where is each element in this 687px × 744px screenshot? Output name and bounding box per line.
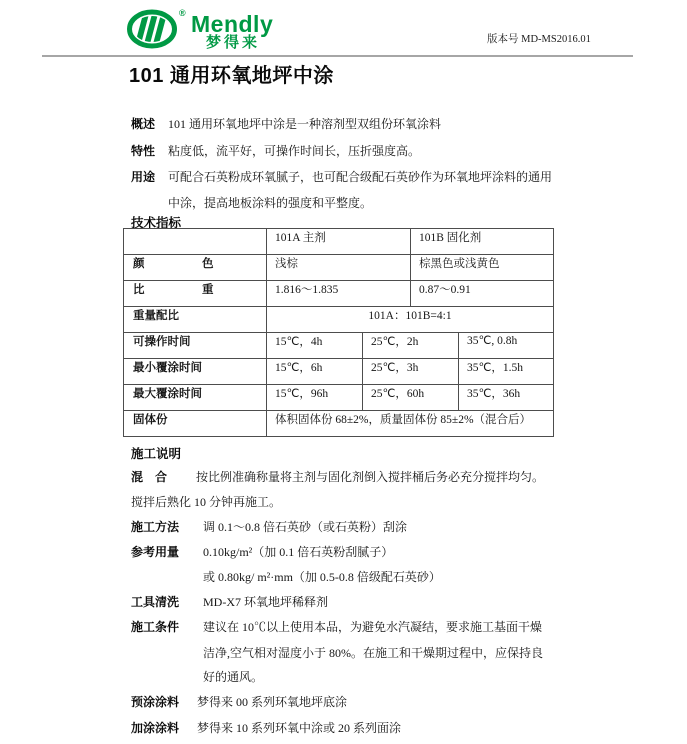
usage-line-2 <box>0 194 687 210</box>
topcoat-text: 梦得来 10 系列环氧中涂或 20 系列面涂 <box>197 721 402 735</box>
dosage-line-1 <box>0 543 687 559</box>
table-row-solids <box>124 411 554 437</box>
row-label: 比 重 <box>124 281 267 307</box>
cell-value: 浅棕 <box>267 255 411 281</box>
mixing-line-1 <box>0 468 687 484</box>
mendly-logo-icon <box>127 9 181 49</box>
usage-line-1 <box>0 168 687 184</box>
row-label: 最小覆涂时间 <box>124 359 267 385</box>
cell-101a-header: 101A 主剂 <box>267 229 411 255</box>
method-label: 施工方法 <box>131 520 180 534</box>
cell-101b-header: 101B 固化剂 <box>411 229 554 255</box>
method-text: 调 0.1～0.8 倍石英砂（或石英粉）刮涂 <box>203 520 408 534</box>
cell-value: 25℃，3h <box>363 359 459 385</box>
conditions-text-2: 洁净,空气相对湿度小于 80%。在施工和干燥期过程中，应保持良 <box>203 646 543 660</box>
usage-text-1: 可配合石英粉成环氧腻子，也可配合级配石英砂作为环氧地坪涂料的通用 <box>168 170 553 184</box>
conditions-line-2 <box>0 644 687 660</box>
row-label: 最大覆涂时间 <box>124 385 267 411</box>
cell-value: 35℃，36h <box>459 385 554 411</box>
table-row-gravity <box>124 281 554 307</box>
usage-text-2: 中涂，提高地板涂料的强度和平整度。 <box>168 196 373 210</box>
cell-value: 35℃, 0.8h <box>459 333 554 359</box>
mixing-label: 混 合 <box>131 470 168 484</box>
tech-heading: 技术指标 <box>131 216 182 230</box>
cell-value: 体积固体份 68±2%，质量固体份 85±2%（混合后） <box>267 411 554 437</box>
topcoat-line <box>0 719 687 735</box>
cleaning-line <box>0 593 687 609</box>
row-label: 固体份 <box>124 411 267 437</box>
overview-label: 概述 <box>131 117 156 131</box>
conditions-text-1: 建议在 10℃以上使用本品，为避免水汽凝结，要求施工基面干燥 <box>203 620 543 634</box>
mixing-line-2 <box>0 493 687 509</box>
row-label: 可操作时间 <box>124 333 267 359</box>
dosage-line-2 <box>0 568 687 584</box>
cell-value: 0.87～0.91 <box>411 281 554 307</box>
cell-blank <box>124 229 267 255</box>
conditions-line-3 <box>0 668 687 684</box>
cell-value: 15℃，96h <box>267 385 363 411</box>
row-label: 重量配比 <box>124 307 267 333</box>
cell-value: 15℃，6h <box>267 359 363 385</box>
precoat-text: 梦得来 00 系列环氧地坪底涂 <box>197 695 348 709</box>
precoat-label: 预涂涂料 <box>131 695 180 709</box>
spec-table <box>123 228 554 437</box>
cell-value: 35℃，1.5h <box>459 359 554 385</box>
overview-text: 101 通用环氧地坪中涂是一种溶剂型双组份环氧涂料 <box>168 117 442 131</box>
brand-name-cn: 梦得来 <box>206 34 261 51</box>
application-heading: 施工说明 <box>131 447 182 461</box>
table-row-min-recoat <box>124 359 554 385</box>
cell-value: 25℃，2h <box>363 333 459 359</box>
conditions-line-1 <box>0 618 687 634</box>
topcoat-label: 加涂涂料 <box>131 721 180 735</box>
brand-name-en: Mendly <box>191 11 274 37</box>
cleaning-label: 工具清洗 <box>131 595 180 609</box>
features-line <box>0 142 687 158</box>
conditions-label: 施工条件 <box>131 620 180 634</box>
dosage-text-1: 0.10kg/m²（加 0.1 倍石英粉刮腻子） <box>203 545 394 559</box>
cell-value: 1.816～1.835 <box>267 281 411 307</box>
conditions-text-3: 好的通风。 <box>203 670 264 684</box>
table-row-ratio <box>124 307 554 333</box>
header-divider <box>42 55 633 57</box>
precoat-line <box>0 693 687 709</box>
mixing-text-2: 搅拌后熟化 10 分钟再施工。 <box>131 495 282 509</box>
table-row-potlife <box>124 333 554 359</box>
version-number: 版本号 MD-MS2016.01 <box>487 34 591 45</box>
dosage-text-2: 或 0.80kg/ m²·mm（加 0.5-0.8 倍级配石英砂） <box>203 570 441 584</box>
cell-value: 15℃，4h <box>267 333 363 359</box>
features-label: 特性 <box>131 144 156 158</box>
table-row-max-recoat <box>124 385 554 411</box>
table-row-header <box>124 229 554 255</box>
method-line <box>0 518 687 534</box>
cell-value: 棕黑色或浅黄色 <box>411 255 554 281</box>
overview-line <box>0 115 687 131</box>
usage-label: 用途 <box>131 170 156 184</box>
cell-value: 25℃，60h <box>363 385 459 411</box>
row-label: 颜 色 <box>124 255 267 281</box>
features-text: 粘度低，流平好，可操作时间长，压折强度高。 <box>168 144 421 158</box>
dosage-label: 参考用量 <box>131 545 180 559</box>
registered-trademark-icon: ® <box>179 8 186 18</box>
mixing-text-1: 按比例准确称量将主剂与固化剂倒入搅拌桶后务必充分搅拌均匀。 <box>196 470 545 484</box>
cleaning-text: MD-X7 环氧地坪稀释剂 <box>203 595 328 609</box>
table-row-color <box>124 255 554 281</box>
cell-value: 101A：101B=4:1 <box>267 307 554 333</box>
page-title: 101 通用环氧地坪中涂 <box>129 65 334 87</box>
